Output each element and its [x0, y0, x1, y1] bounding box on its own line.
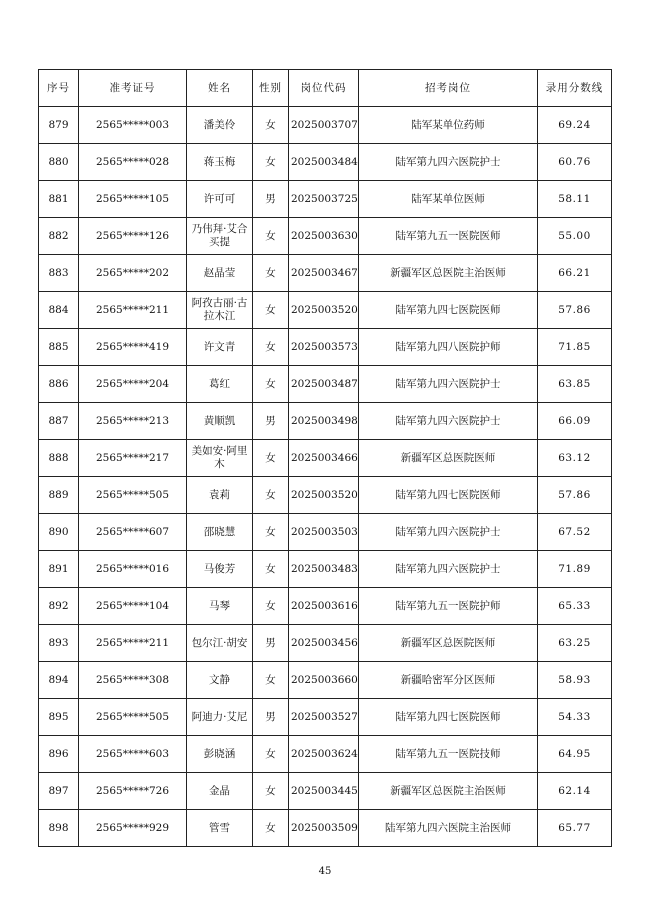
post-code-cell: 2025003616 — [289, 588, 359, 625]
gender-cell: 女 — [253, 551, 289, 588]
serial-number-cell: 893 — [39, 625, 79, 662]
score-cell: 64.95 — [538, 736, 612, 773]
gender-cell: 男 — [253, 403, 289, 440]
post-code-cell: 2025003487 — [289, 366, 359, 403]
score-cell: 58.93 — [538, 662, 612, 699]
post-cell: 陆军第九五一医院医师 — [359, 218, 538, 255]
post-cell: 新疆哈密军分区医师 — [359, 662, 538, 699]
page-number: 45 — [318, 866, 332, 877]
post-cell: 新疆军区总医院主治医师 — [359, 255, 538, 292]
serial-number-cell: 879 — [39, 107, 79, 144]
table-row — [39, 625, 612, 662]
name-cell: 许文青 — [187, 329, 253, 366]
admission-ticket-cell: 2565*****505 — [79, 477, 187, 514]
name-cell: 邵晓慧 — [187, 514, 253, 551]
score-cell: 65.33 — [538, 588, 612, 625]
name-cell: 阿孜古丽·古拉木江 — [187, 292, 253, 329]
score-cell: 60.76 — [538, 144, 612, 181]
score-cell: 66.09 — [538, 403, 612, 440]
table-row — [39, 403, 612, 440]
table-row — [39, 107, 612, 144]
score-cell: 69.24 — [538, 107, 612, 144]
name-cell: 文静 — [187, 662, 253, 699]
post-cell: 陆军第九四七医院医师 — [359, 477, 538, 514]
serial-number-cell: 881 — [39, 181, 79, 218]
serial-number-cell: 890 — [39, 514, 79, 551]
admission-ticket-cell: 2565*****929 — [79, 810, 187, 847]
score-cell: 71.89 — [538, 551, 612, 588]
admission-ticket-cell: 2565*****308 — [79, 662, 187, 699]
post-cell: 陆军第九四六医院护士 — [359, 366, 538, 403]
admission-ticket-cell: 2565*****419 — [79, 329, 187, 366]
table-row — [39, 255, 612, 292]
name-cell: 马琴 — [187, 588, 253, 625]
admission-ticket-cell: 2565*****726 — [79, 773, 187, 810]
post-cell: 陆军第九五一医院技师 — [359, 736, 538, 773]
table-row — [39, 662, 612, 699]
gender-cell: 女 — [253, 218, 289, 255]
serial-number-cell: 887 — [39, 403, 79, 440]
score-cell: 67.52 — [538, 514, 612, 551]
gender-cell: 女 — [253, 366, 289, 403]
header-score-line: 录用分数线 — [538, 70, 612, 107]
serial-number-cell: 880 — [39, 144, 79, 181]
post-code-cell: 2025003484 — [289, 144, 359, 181]
gender-cell: 女 — [253, 662, 289, 699]
table-header-row — [39, 70, 612, 107]
table-row — [39, 218, 612, 255]
header-name: 姓名 — [187, 70, 253, 107]
post-code-cell: 2025003503 — [289, 514, 359, 551]
admission-ticket-cell: 2565*****028 — [79, 144, 187, 181]
table-row — [39, 773, 612, 810]
header-gender: 性别 — [253, 70, 289, 107]
post-code-cell: 2025003466 — [289, 440, 359, 477]
post-code-cell: 2025003467 — [289, 255, 359, 292]
score-cell: 63.85 — [538, 366, 612, 403]
serial-number-cell: 886 — [39, 366, 79, 403]
post-code-cell: 2025003456 — [289, 625, 359, 662]
post-code-cell: 2025003509 — [289, 810, 359, 847]
table-row — [39, 736, 612, 773]
gender-cell: 男 — [253, 625, 289, 662]
name-cell: 赵晶莹 — [187, 255, 253, 292]
admission-ticket-cell: 2565*****217 — [79, 440, 187, 477]
post-code-cell: 2025003573 — [289, 329, 359, 366]
score-cell: 62.14 — [538, 773, 612, 810]
admission-ticket-cell: 2565*****213 — [79, 403, 187, 440]
post-code-cell: 2025003445 — [289, 773, 359, 810]
serial-number-cell: 895 — [39, 699, 79, 736]
name-cell: 美如安·阿里木 — [187, 440, 253, 477]
post-cell: 陆军某单位医师 — [359, 181, 538, 218]
gender-cell: 女 — [253, 477, 289, 514]
score-cell: 55.00 — [538, 218, 612, 255]
serial-number-cell: 891 — [39, 551, 79, 588]
gender-cell: 女 — [253, 255, 289, 292]
post-code-cell: 2025003725 — [289, 181, 359, 218]
table-row — [39, 810, 612, 847]
serial-number-cell: 897 — [39, 773, 79, 810]
gender-cell: 女 — [253, 440, 289, 477]
admission-ticket-cell: 2565*****016 — [79, 551, 187, 588]
header-post-code: 岗位代码 — [289, 70, 359, 107]
header-post: 招考岗位 — [359, 70, 538, 107]
table-row — [39, 551, 612, 588]
post-cell: 新疆军区总医院主治医师 — [359, 773, 538, 810]
gender-cell: 男 — [253, 181, 289, 218]
name-cell: 黄顺凯 — [187, 403, 253, 440]
name-cell: 乃伟拜·艾合买提 — [187, 218, 253, 255]
name-cell: 马俊芳 — [187, 551, 253, 588]
score-cell: 65.77 — [538, 810, 612, 847]
post-cell: 陆军第九四六医院护士 — [359, 403, 538, 440]
post-cell: 陆军第九四七医院医师 — [359, 292, 538, 329]
post-cell: 陆军第九四六医院护士 — [359, 144, 538, 181]
score-cell: 71.85 — [538, 329, 612, 366]
admission-ticket-cell: 2565*****211 — [79, 625, 187, 662]
post-code-cell: 2025003520 — [289, 292, 359, 329]
serial-number-cell: 884 — [39, 292, 79, 329]
post-cell: 新疆军区总医院医师 — [359, 440, 538, 477]
serial-number-cell: 882 — [39, 218, 79, 255]
name-cell: 金晶 — [187, 773, 253, 810]
admission-ticket-cell: 2565*****105 — [79, 181, 187, 218]
name-cell: 彭晓涵 — [187, 736, 253, 773]
gender-cell: 女 — [253, 736, 289, 773]
post-code-cell: 2025003520 — [289, 477, 359, 514]
admission-ticket-cell: 2565*****104 — [79, 588, 187, 625]
gender-cell: 女 — [253, 329, 289, 366]
score-cell: 63.12 — [538, 440, 612, 477]
admission-ticket-cell: 2565*****003 — [79, 107, 187, 144]
header-serial-number: 序号 — [39, 70, 79, 107]
header-admission-ticket: 准考证号 — [79, 70, 187, 107]
post-cell: 陆军第九五一医院护师 — [359, 588, 538, 625]
table-row — [39, 588, 612, 625]
post-code-cell: 2025003527 — [289, 699, 359, 736]
admission-ticket-cell: 2565*****505 — [79, 699, 187, 736]
name-cell: 许可可 — [187, 181, 253, 218]
admission-score-table — [38, 69, 612, 847]
table-row — [39, 477, 612, 514]
gender-cell: 女 — [253, 292, 289, 329]
score-cell: 57.86 — [538, 477, 612, 514]
serial-number-cell: 898 — [39, 810, 79, 847]
table-body — [39, 107, 612, 847]
table-row — [39, 699, 612, 736]
score-cell: 57.86 — [538, 292, 612, 329]
post-code-cell: 2025003483 — [289, 551, 359, 588]
serial-number-cell: 883 — [39, 255, 79, 292]
table-row — [39, 144, 612, 181]
admission-ticket-cell: 2565*****603 — [79, 736, 187, 773]
name-cell: 管雪 — [187, 810, 253, 847]
score-cell: 58.11 — [538, 181, 612, 218]
post-code-cell: 2025003624 — [289, 736, 359, 773]
post-cell: 陆军第九四六医院主治医师 — [359, 810, 538, 847]
admission-ticket-cell: 2565*****211 — [79, 292, 187, 329]
gender-cell: 女 — [253, 588, 289, 625]
admission-ticket-cell: 2565*****204 — [79, 366, 187, 403]
gender-cell: 女 — [253, 810, 289, 847]
serial-number-cell: 885 — [39, 329, 79, 366]
post-cell: 陆军第九四六医院护士 — [359, 514, 538, 551]
gender-cell: 女 — [253, 144, 289, 181]
table-row — [39, 366, 612, 403]
score-cell: 54.33 — [538, 699, 612, 736]
post-cell: 陆军第九四七医院医师 — [359, 699, 538, 736]
post-cell: 陆军某单位药师 — [359, 107, 538, 144]
gender-cell: 女 — [253, 773, 289, 810]
post-code-cell: 2025003660 — [289, 662, 359, 699]
name-cell: 包尔江·胡安 — [187, 625, 253, 662]
table-row — [39, 292, 612, 329]
score-cell: 66.21 — [538, 255, 612, 292]
name-cell: 阿迪力·艾尼 — [187, 699, 253, 736]
name-cell: 袁莉 — [187, 477, 253, 514]
serial-number-cell: 888 — [39, 440, 79, 477]
admission-ticket-cell: 2565*****126 — [79, 218, 187, 255]
post-code-cell: 2025003707 — [289, 107, 359, 144]
admission-ticket-cell: 2565*****202 — [79, 255, 187, 292]
table-row — [39, 514, 612, 551]
serial-number-cell: 892 — [39, 588, 79, 625]
post-cell: 新疆军区总医院医师 — [359, 625, 538, 662]
name-cell: 潘美伶 — [187, 107, 253, 144]
post-code-cell: 2025003498 — [289, 403, 359, 440]
post-cell: 陆军第九四六医院护士 — [359, 551, 538, 588]
name-cell: 蒋玉梅 — [187, 144, 253, 181]
admission-ticket-cell: 2565*****607 — [79, 514, 187, 551]
table-row — [39, 440, 612, 477]
score-cell: 63.25 — [538, 625, 612, 662]
serial-number-cell: 894 — [39, 662, 79, 699]
gender-cell: 男 — [253, 699, 289, 736]
post-cell: 陆军第九四八医院护师 — [359, 329, 538, 366]
serial-number-cell: 889 — [39, 477, 79, 514]
post-code-cell: 2025003630 — [289, 218, 359, 255]
table-row — [39, 181, 612, 218]
name-cell: 葛红 — [187, 366, 253, 403]
gender-cell: 女 — [253, 107, 289, 144]
table-row — [39, 329, 612, 366]
serial-number-cell: 896 — [39, 736, 79, 773]
gender-cell: 女 — [253, 514, 289, 551]
